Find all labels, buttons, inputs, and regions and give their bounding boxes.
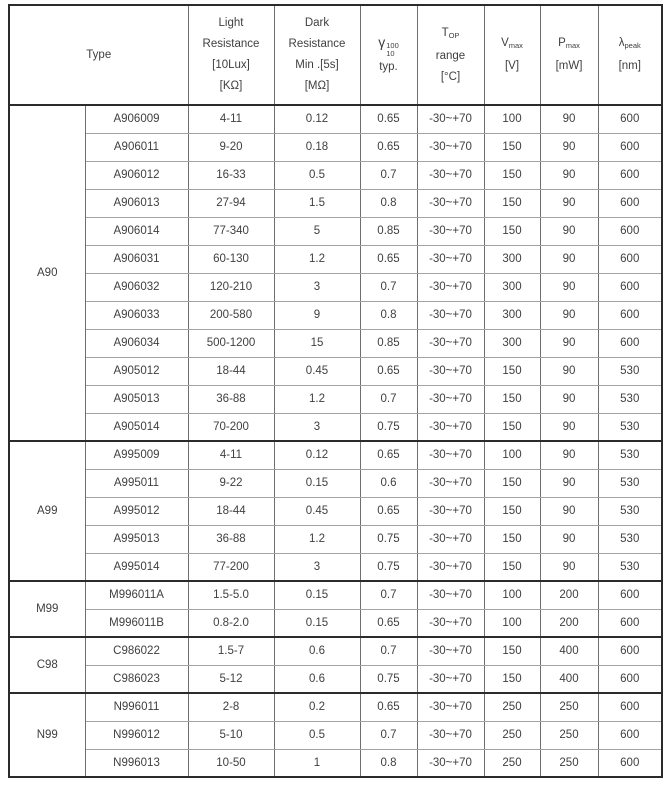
col-header-gamma: γ 100 10 typ. [360,5,417,105]
vmax-cell: 100 [484,581,540,609]
top-range-cell: -30~+70 [417,609,484,637]
lambda-peak-cell: 600 [598,609,662,637]
table-row [9,329,662,357]
gamma-cell: 0.8 [360,749,417,777]
dark-resistance-cell: 9 [274,301,360,329]
dark-resistance-cell: 0.12 [274,105,360,133]
part-number-cell: N996011 [85,693,188,721]
lambda-peak-cell: 600 [598,245,662,273]
vmax-cell: 150 [484,665,540,693]
gamma-cell: 0.65 [360,105,417,133]
lambda-peak-cell: 600 [598,189,662,217]
lambda-peak-cell: 530 [598,469,662,497]
table-row [9,385,662,413]
lambda-peak-cell: 600 [598,721,662,749]
dark-resistance-cell: 0.6 [274,637,360,665]
table-row [9,413,662,441]
table-row [9,693,662,721]
lambda-peak-cell: 530 [598,553,662,581]
top-range-cell: -30~+70 [417,189,484,217]
table-row [9,133,662,161]
pmax-cell: 90 [540,385,598,413]
lambda-peak-cell: 600 [598,581,662,609]
lambda-peak-cell: 600 [598,105,662,133]
col-header-dark-resistance: Dark Resistance Min .[5s] [MΩ] [274,5,360,105]
lambda-peak-cell: 530 [598,357,662,385]
vmax-cell: 100 [484,105,540,133]
light-resistance-cell: 36-88 [188,385,274,413]
gamma-cell: 0.6 [360,469,417,497]
part-number-cell: A906033 [85,301,188,329]
gamma-cell: 0.75 [360,413,417,441]
table-row [9,637,662,665]
top-range-cell: -30~+70 [417,469,484,497]
pmax-cell: 200 [540,609,598,637]
table-row [9,217,662,245]
light-resistance-cell: 60-130 [188,245,274,273]
light-resistance-cell: 36-88 [188,525,274,553]
lambda-peak-cell: 600 [598,665,662,693]
vmax-cell: 150 [484,525,540,553]
light-resistance-cell: 500-1200 [188,329,274,357]
vmax-cell: 150 [484,133,540,161]
vmax-cell: 150 [484,357,540,385]
vmax-cell: 150 [484,469,540,497]
gamma-cell: 0.75 [360,665,417,693]
table-row [9,189,662,217]
part-number-cell: A906013 [85,189,188,217]
type-label: Type [86,48,112,61]
gamma-cell: 0.8 [360,189,417,217]
gamma-cell: 0.75 [360,525,417,553]
gamma-cell: 0.7 [360,385,417,413]
part-number-cell: A995012 [85,497,188,525]
vmax-cell: 300 [484,301,540,329]
lambda-peak-cell: 600 [598,329,662,357]
pmax-cell: 90 [540,217,598,245]
light-resistance-cell: 77-200 [188,553,274,581]
dark-resistance-cell: 0.15 [274,469,360,497]
part-number-cell: A906009 [85,105,188,133]
lambda-peak-cell: 600 [598,217,662,245]
part-number-cell: A906011 [85,133,188,161]
dark-resistance-cell: 1.2 [274,245,360,273]
part-number-cell: A995014 [85,553,188,581]
col-header-light-resistance: Light Resistance [10Lux] [KΩ] [188,5,274,105]
light-resistance-cell: 16-33 [188,161,274,189]
gamma-cell: 0.65 [360,441,417,469]
pmax-cell: 90 [540,245,598,273]
part-number-cell: N996013 [85,749,188,777]
gamma-cell: 0.65 [360,245,417,273]
table-body [9,105,662,777]
lambda-peak-cell: 530 [598,413,662,441]
pmax-cell: 90 [540,441,598,469]
gamma-cell: 0.65 [360,497,417,525]
table-row [9,273,662,301]
pmax-cell: 90 [540,525,598,553]
light-resistance-cell: 18-44 [188,357,274,385]
pmax-cell: 90 [540,497,598,525]
gamma-cell: 0.7 [360,637,417,665]
dark-resistance-cell: 3 [274,273,360,301]
light-resistance-cell: 1.5-5.0 [188,581,274,609]
table-row [9,721,662,749]
light-resistance-cell: 27-94 [188,189,274,217]
top-range-cell: -30~+70 [417,441,484,469]
gamma-cell: 0.8 [360,301,417,329]
dark-resistance-cell: 0.5 [274,161,360,189]
dark-resistance-cell: 1.2 [274,525,360,553]
light-resistance-cell: 200-580 [188,301,274,329]
dark-resistance-cell: 0.18 [274,133,360,161]
type-group-cell: M99 [9,581,85,637]
vmax-cell: 150 [484,497,540,525]
pmax-cell: 90 [540,189,598,217]
vmax-cell: 100 [484,441,540,469]
gamma-cell: 0.85 [360,329,417,357]
top-range-cell: -30~+70 [417,161,484,189]
pmax-cell: 400 [540,665,598,693]
col-header-vmax: $V_{max}$ [V] [484,5,540,105]
vmax-cell: 150 [484,217,540,245]
gamma-cell: 0.75 [360,553,417,581]
pmax-cell: 90 [540,133,598,161]
part-number-cell: A905012 [85,357,188,385]
vmax-cell: 150 [484,161,540,189]
vmax-cell: 150 [484,637,540,665]
light-resistance-cell: 9-20 [188,133,274,161]
pmax-cell: 90 [540,161,598,189]
gamma-cell: 0.7 [360,273,417,301]
pmax-cell: 250 [540,693,598,721]
lambda-peak-cell: 530 [598,385,662,413]
part-number-cell: C986022 [85,637,188,665]
lambda-peak-cell: 600 [598,301,662,329]
vmax-cell: 150 [484,385,540,413]
top-range-cell: -30~+70 [417,413,484,441]
table-row [9,609,662,637]
dark-resistance-cell: 0.45 [274,357,360,385]
gamma-cell: 0.65 [360,609,417,637]
part-number-cell: C986023 [85,665,188,693]
dark-resistance-cell: 0.2 [274,693,360,721]
light-resistance-cell: 1.5-7 [188,637,274,665]
gamma-cell: 0.65 [360,693,417,721]
top-range-cell: -30~+70 [417,749,484,777]
lambda-peak-cell: 600 [598,749,662,777]
table-row [9,245,662,273]
gamma-cell: 0.7 [360,581,417,609]
table-row [9,749,662,777]
table-row [9,469,662,497]
pmax-cell: 250 [540,749,598,777]
top-range-cell: -30~+70 [417,357,484,385]
table-row [9,581,662,609]
lambda-peak-cell: 530 [598,497,662,525]
part-number-cell: A995011 [85,469,188,497]
vmax-cell: 150 [484,553,540,581]
pmax-cell: 90 [540,329,598,357]
table-row [9,357,662,385]
top-range-cell: -30~+70 [417,273,484,301]
part-number-cell: A906012 [85,161,188,189]
dark-resistance-cell: 1 [274,749,360,777]
type-group-cell: A90 [9,105,85,441]
dark-resistance-cell: 0.6 [274,665,360,693]
dark-resistance-cell: 3 [274,553,360,581]
light-resistance-cell: 70-200 [188,413,274,441]
dark-resistance-cell: 0.15 [274,581,360,609]
light-resistance-cell: 9-22 [188,469,274,497]
table-row [9,665,662,693]
gamma-cell: 0.7 [360,721,417,749]
table-header [9,5,662,105]
table-row [9,441,662,469]
vmax-cell: 250 [484,749,540,777]
part-number-cell: M996011B [85,609,188,637]
top-range-cell: -30~+70 [417,497,484,525]
vmax-cell: 250 [484,693,540,721]
light-resistance-cell: 2-8 [188,693,274,721]
top-range-cell: -30~+70 [417,385,484,413]
header-row [9,5,662,105]
light-resistance-cell: 77-340 [188,217,274,245]
table-row [9,161,662,189]
dark-resistance-cell: 0.12 [274,441,360,469]
pmax-cell: 250 [540,721,598,749]
gamma-symbol: γ 100 10 [378,34,399,58]
top-range-cell: -30~+70 [417,665,484,693]
vmax-cell: 300 [484,245,540,273]
vmax-cell: 300 [484,273,540,301]
lambda-peak-cell: 600 [598,133,662,161]
gamma-cell: 0.7 [360,161,417,189]
part-number-cell: A995009 [85,441,188,469]
table-row [9,525,662,553]
spec-table [8,4,663,778]
type-group-cell: N99 [9,693,85,777]
top-range-cell: -30~+70 [417,133,484,161]
pmax-cell: 90 [540,553,598,581]
top-range-cell: -30~+70 [417,581,484,609]
part-number-cell: A906031 [85,245,188,273]
table-row [9,105,662,133]
lambda-peak-cell: 600 [598,637,662,665]
light-resistance-cell: 5-10 [188,721,274,749]
pmax-cell: 90 [540,105,598,133]
light-resistance-cell: 5-12 [188,665,274,693]
light-resistance-cell: 120-210 [188,273,274,301]
top-range-cell: -30~+70 [417,637,484,665]
col-header-lambda-peak: $\lambda_{peak}$ [nm] [598,5,662,105]
vmax-cell: 300 [484,329,540,357]
table-row [9,301,662,329]
lambda-peak-cell: 530 [598,525,662,553]
part-number-cell: A905013 [85,385,188,413]
dark-resistance-cell: 0.5 [274,721,360,749]
top-range-cell: -30~+70 [417,721,484,749]
pmax-cell: 90 [540,357,598,385]
top-range-cell: -30~+70 [417,245,484,273]
part-number-cell: A906014 [85,217,188,245]
light-resistance-cell: 4-11 [188,441,274,469]
dark-resistance-cell: 3 [274,413,360,441]
pmax-cell: 90 [540,301,598,329]
top-range-cell: -30~+70 [417,301,484,329]
lambda-peak-cell: 600 [598,693,662,721]
lambda-peak-cell: 600 [598,161,662,189]
type-group-cell: C98 [9,637,85,693]
gamma-cell: 0.65 [360,357,417,385]
dark-resistance-cell: 0.15 [274,609,360,637]
table-row [9,553,662,581]
vmax-cell: 150 [484,189,540,217]
table-row [9,497,662,525]
part-number-cell: M996011A [85,581,188,609]
col-header-top-range: $T_{OP}$ range [°C] [417,5,484,105]
top-range-cell: -30~+70 [417,693,484,721]
vmax-cell: 250 [484,721,540,749]
pmax-cell: 90 [540,413,598,441]
dark-resistance-cell: 1.2 [274,385,360,413]
pmax-cell: 200 [540,581,598,609]
light-resistance-cell: 4-11 [188,105,274,133]
pmax-cell: 90 [540,273,598,301]
vmax-cell: 100 [484,609,540,637]
top-range-cell: -30~+70 [417,553,484,581]
top-range-cell: -30~+70 [417,105,484,133]
lambda-peak-cell: 600 [598,273,662,301]
light-resistance-cell: 0.8-2.0 [188,609,274,637]
dark-resistance-cell: 0.45 [274,497,360,525]
pmax-cell: 400 [540,637,598,665]
gamma-cell: 0.85 [360,217,417,245]
part-number-cell: A905014 [85,413,188,441]
dark-resistance-cell: 5 [274,217,360,245]
dark-resistance-cell: 15 [274,329,360,357]
part-number-cell: A906032 [85,273,188,301]
top-range-cell: -30~+70 [417,329,484,357]
vmax-cell: 150 [484,413,540,441]
type-group-cell: A99 [9,441,85,581]
pmax-cell: 90 [540,469,598,497]
col-header-pmax: $P_{max}$ [mW] [540,5,598,105]
top-range-cell: -30~+70 [417,525,484,553]
part-number-cell: A995013 [85,525,188,553]
light-resistance-cell: 18-44 [188,497,274,525]
top-range-cell: -30~+70 [417,217,484,245]
col-header-type [9,5,188,105]
part-number-cell: A906034 [85,329,188,357]
part-number-cell: N996012 [85,721,188,749]
light-resistance-cell: 10-50 [188,749,274,777]
dark-resistance-cell: 1.5 [274,189,360,217]
gamma-cell: 0.65 [360,133,417,161]
lambda-peak-cell: 530 [598,441,662,469]
